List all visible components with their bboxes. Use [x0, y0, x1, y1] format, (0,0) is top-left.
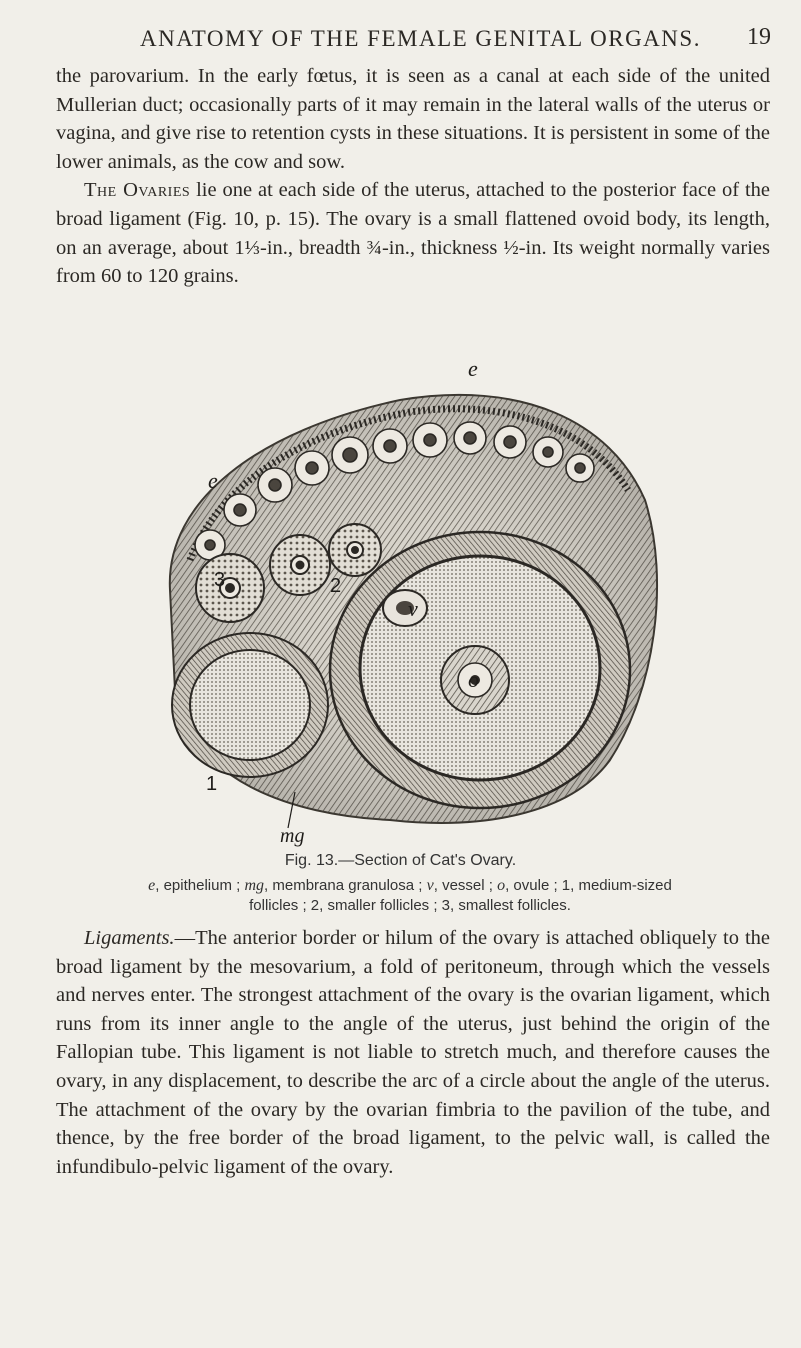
legend-line-1 [148, 877, 672, 894]
ovaries-heading: The Ovaries [84, 179, 191, 202]
label-v: v [408, 596, 418, 621]
legend-text-o: , ovule ; 1, medium-sized [505, 877, 672, 894]
large-follicle [330, 532, 630, 808]
ovaries-paragraph [56, 176, 770, 290]
label-e-top: e [468, 360, 478, 381]
intro-section [56, 62, 770, 291]
figure-caption: Fig. 13.—Section of Cat's Ovary. [284, 852, 517, 869]
medium-follicle-left [172, 633, 328, 777]
label-1: 1 [206, 773, 218, 795]
figure-cat-ovary-section [150, 360, 670, 848]
ligaments-heading: Ligaments. [84, 927, 175, 949]
label-2: 2 [330, 575, 342, 597]
label-mg: mg [280, 825, 305, 847]
legend-abbr-o: o [497, 877, 506, 894]
legend-line-2: follicles ; 2, smaller follicles ; 3, smallest follicles. [249, 897, 571, 914]
label-e-left: e [208, 468, 218, 493]
legend-abbr-mg: mg [244, 877, 265, 894]
legend-abbr-v: v [426, 877, 434, 894]
intro-paragraph: the parovarium. In the early fœtus, it is seen as a canal at each side of the united Mullerian duct; occasionally parts of it may remain in the lateral walls of the uterus or vagina, and give rise to retention cysts in these situations. It is persistent in some of the lower animals, as the cow and sow. [56, 65, 770, 173]
ligaments-paragraph [56, 924, 770, 1181]
vessel [383, 590, 427, 626]
label-3: 3 [214, 569, 226, 591]
legend-text-e: , epithelium ; [155, 877, 245, 894]
label-o: o [468, 667, 479, 692]
ovary-section-illustration [150, 360, 670, 848]
ligaments-section [56, 924, 770, 1181]
legend-abbr-e: e [148, 877, 156, 894]
legend-text-mg: , membrana granulosa ; [264, 877, 427, 894]
running-head: ANATOMY OF THE FEMALE GENITAL ORGANS. [140, 26, 701, 51]
figure-legend [70, 876, 750, 916]
page-number: 19 [747, 24, 771, 50]
ligaments-text: —The anterior border or hilum of the ovary is attached obliquely to the broad ligament by the mesovarium, a fold of peritoneum, through which the vessels and nerves enter. The strongest attachment of the ovary is the ovarian ligament, which runs from its inner angle to the angle of the uterus, just behind the origin of the Fallopian tube. This ligament is not liable to stretch much, and therefore causes the ovary, in any displacement, to describe the arc of a circle about the angle of the uterus. The attachment of the ovary by the ovarian fimbria to the pavilion of the tube, and thence, by the free border of the broad ligament, to the pelvic wall, is called the infundibulo-pelvic ligament of the ovary. [56, 927, 770, 1178]
ovaries-paragraph-text: lie one at each side of the uterus, attached to the posterior face of the broad ligament (Fig. 10, p. 15). The ovary is a small flattened ovoid body, its length, on an average, about 1⅓-in., breadth ¾-in., thickness ½-in. Its weight normally varies from 60 to 120 grains. [56, 179, 770, 288]
legend-text-v: , vessel ; [433, 877, 498, 894]
